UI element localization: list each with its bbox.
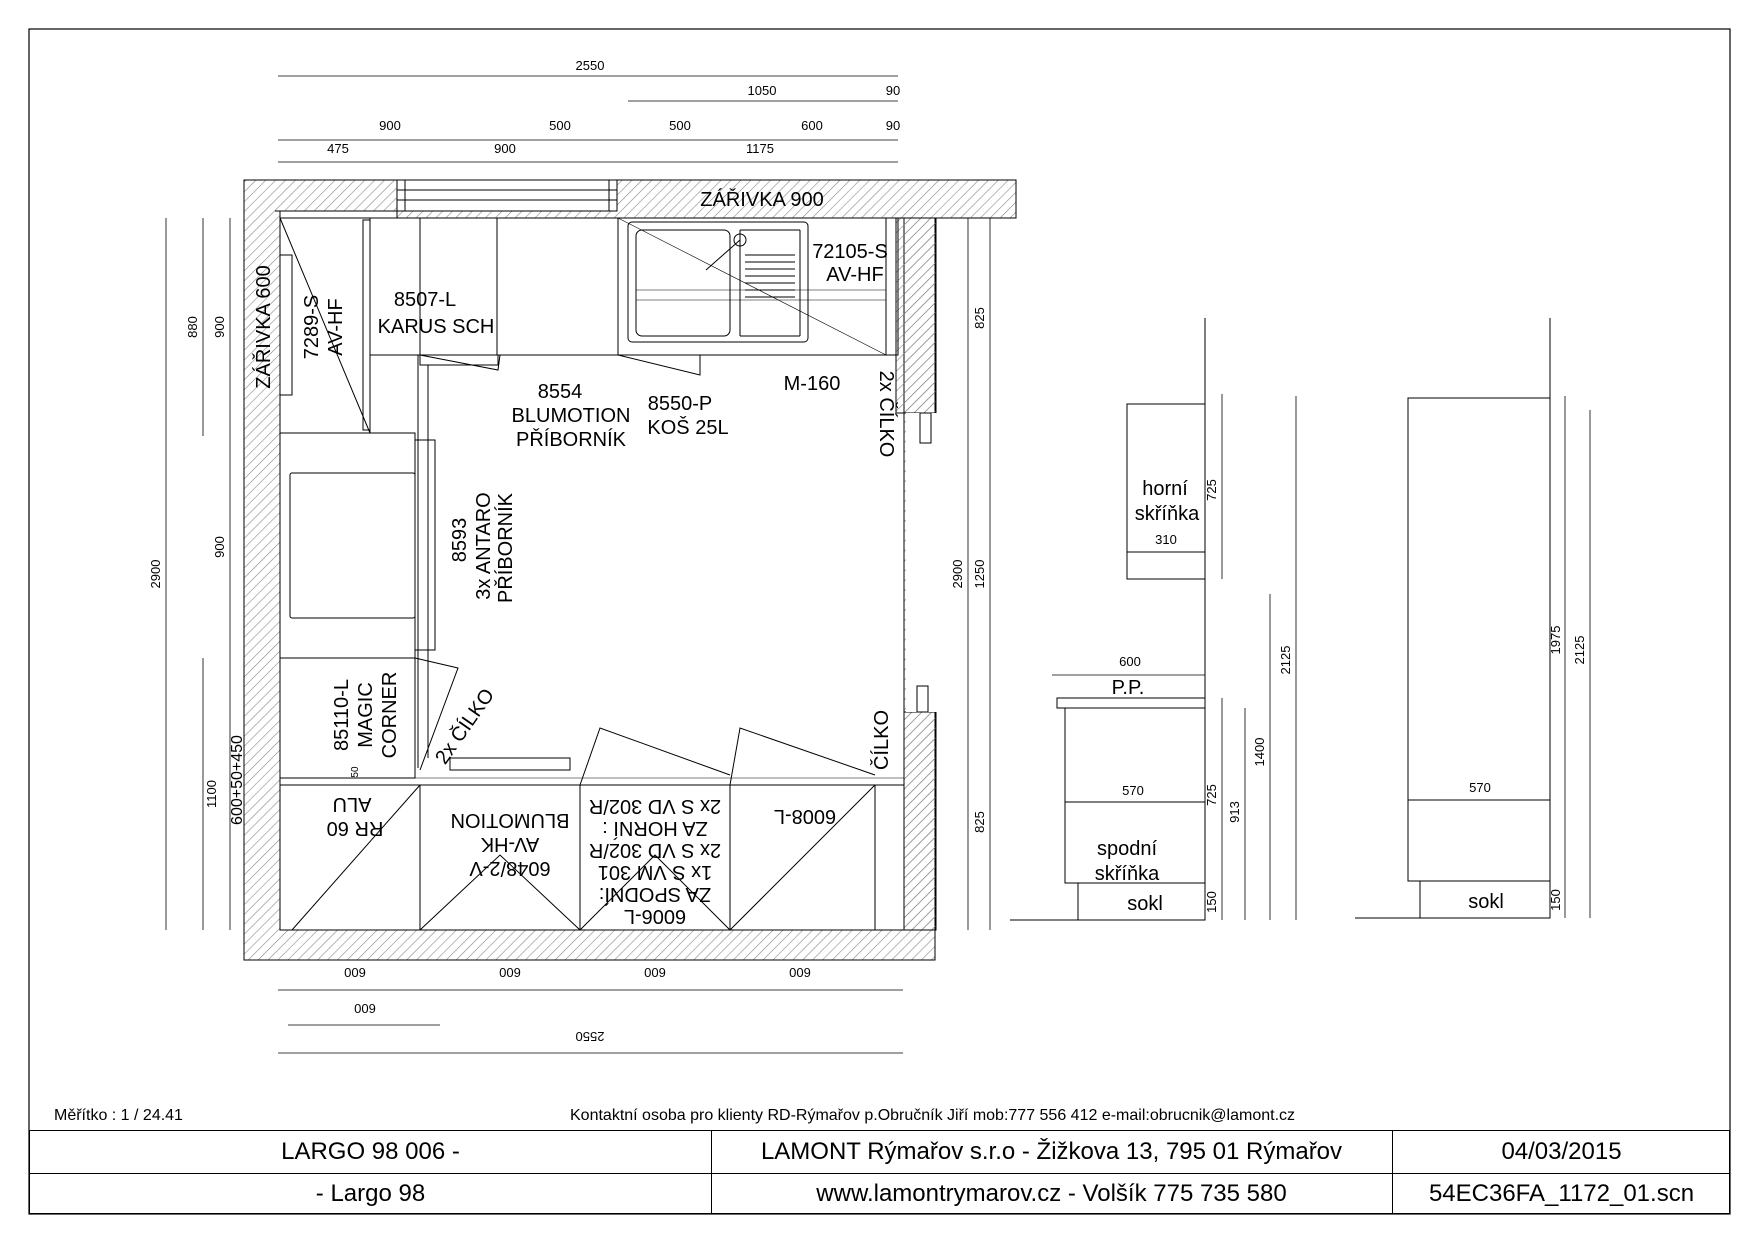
dim-left-1100: 1100 (204, 780, 219, 808)
dim-top-90b: 90 (885, 118, 901, 133)
dim-top-475: 475 (327, 141, 349, 156)
label-av-hk: AV-HK (480, 833, 540, 855)
dim-top-600: 600 (801, 118, 823, 133)
dim-150: 150 (1204, 891, 1219, 913)
dim-1400: 1400 (1252, 737, 1267, 767)
dim-bottom-600e: 600 (354, 1001, 376, 1016)
label-karus-sch: KARUS SCH (377, 316, 495, 338)
dim-725-horni: 725 (1204, 479, 1219, 501)
label-7289-av-hf: AV-HF (325, 298, 347, 356)
dim-725-spodni: 725 (1204, 784, 1219, 806)
dim-600: 600 (1119, 654, 1141, 669)
project-name: LARGO 98 006 - (281, 1138, 460, 1165)
label-m-160: M-160 (783, 373, 841, 395)
dim-150-s2: 150 (1548, 889, 1563, 911)
label-za-spodni: ZA SPODNÍ: (598, 883, 712, 905)
label-1x-s-vm-301: 1x S VM 301 (597, 861, 713, 883)
label-8507-l: 8507-L (393, 289, 457, 311)
label-2x-s-vd-302-r-a: 2x S VD 302/R (588, 839, 722, 861)
dim-right-825a: 825 (972, 307, 987, 329)
dim-310: 310 (1155, 532, 1177, 547)
dim-left-900b: 900 (212, 536, 227, 558)
label-corner: CORNER (379, 671, 401, 759)
dim-top-500b: 500 (669, 118, 691, 133)
label-8554-pribornik: PŘÍBORNÍK (515, 429, 627, 451)
label-6008-l: 6008-L (773, 805, 837, 827)
dim-2125-s2: 2125 (1572, 635, 1587, 665)
label-horni: horní (1142, 478, 1188, 500)
subproject-name: - Largo 98 (315, 1180, 426, 1207)
dim-570-s2: 570 (1469, 780, 1491, 795)
dim-bottom-600a: 600 (344, 965, 366, 980)
dim-bottom-600b: 600 (499, 965, 521, 980)
label-8593: 8593 (449, 517, 471, 563)
label-zarivka-900: ZÁŘIVKA 900 (700, 189, 824, 211)
contact-line: Kontaktní osoba pro klienty RD-Rýmařov p.Obručník Jiří mob:777 556 412 e-mail:obrucnik@lamont.cz (570, 1107, 1296, 1124)
dim-left-880: 880 (185, 316, 200, 338)
dim-top-1050: 1050 (747, 83, 777, 98)
label-cilko-right: ČÍLKO (871, 709, 893, 771)
website-contact: www.lamontrymarov.cz - Volšík 775 735 580 (816, 1180, 1287, 1207)
label-8593-pribornik: PŘÍBORNÍK (495, 492, 517, 604)
company-address: LAMONT Rýmařov s.r.o - Žižkova 13, 795 01 Rýmařov (760, 1138, 1343, 1165)
label-7289-s: 7289-S (301, 294, 323, 360)
label-6048-2-v: 6048/2-V (469, 857, 551, 879)
label-spodni-skrinka: skříňka (1094, 863, 1160, 885)
section-1-labels (1095, 478, 1293, 915)
label-horni-skrinka: skříňka (1134, 503, 1200, 525)
label-8550-p: 8550-P (647, 393, 713, 415)
label-alu: ALU (332, 793, 372, 815)
label-8554: 8554 (537, 381, 583, 403)
dim-1975: 1975 (1548, 625, 1563, 655)
label-72105-av-hf: AV-HF (826, 264, 884, 286)
label-6006-l: 6006-L (623, 905, 687, 927)
label-2x-s-vd-302-r-b: 2x S VD 302/R (588, 795, 722, 817)
dim-right-2900: 2900 (950, 559, 965, 589)
section-1 (1010, 318, 1296, 920)
section-2-labels (1468, 626, 1587, 913)
dim-570: 570 (1122, 783, 1144, 798)
label-za-horni: ZA HORNÍ : (602, 817, 708, 839)
label-spodni: spodní (1096, 838, 1158, 860)
label-sokl-1: sokl (1127, 893, 1163, 915)
dim-bottom-2550: 2550 (575, 1029, 605, 1044)
date: 04/03/2015 (1501, 1138, 1622, 1165)
dim-bottom-600d: 600 (789, 965, 811, 980)
label-85110-l: 85110-L (331, 679, 353, 751)
label-kos-25l: KOŠ 25L (647, 417, 729, 439)
dim-top-900: 900 (379, 118, 401, 133)
file-name: 54EC36FA_1172_01.scn (1428, 1180, 1695, 1207)
label-sokl-2: sokl (1468, 891, 1504, 913)
label-magic: MAGIC (355, 682, 377, 748)
dim-913: 913 (1227, 801, 1242, 823)
dim-2125: 2125 (1278, 645, 1293, 675)
dim-right-1250: 1250 (972, 559, 987, 589)
dim-top-500a: 500 (549, 118, 571, 133)
dim-left-600-50-450: 600+50+450 (229, 735, 246, 825)
title-block (29, 1130, 1730, 1214)
dim-top-900b: 900 (494, 141, 516, 156)
label-3x-antaro: 3x ANTARO (473, 492, 495, 600)
label-2x-cilko-right: 2x ČÍLKO (875, 370, 897, 458)
label-small-50: 50 (350, 766, 361, 778)
label-6048-blumotion: BLUMOTION (450, 809, 570, 831)
plan-labels (252, 188, 898, 927)
section-2 (1355, 318, 1590, 918)
dim-right-825b: 825 (972, 811, 987, 833)
dim-bottom-600c: 600 (644, 965, 666, 980)
dim-left-900a: 900 (212, 316, 227, 338)
label-2x-cilko-corner: 2x ČÍLKO (431, 684, 499, 769)
dim-top-2550: 2550 (575, 58, 605, 73)
window (397, 180, 617, 211)
label-rr-60: RR 60 (326, 817, 384, 839)
dim-left-2900: 2900 (148, 559, 163, 589)
dim-top-90a: 90 (885, 83, 901, 98)
label-zarivka-600: ZÁŘIVKA 600 (253, 265, 275, 389)
label-8554-blumotion: BLUMOTION (511, 405, 631, 427)
label-72105-s: 72105-S (812, 241, 888, 263)
label-pp: P.P. (1111, 677, 1145, 699)
dim-top-1175: 1175 (746, 141, 774, 156)
scale-label: Měřítko : 1 / 24.41 (54, 1107, 183, 1124)
